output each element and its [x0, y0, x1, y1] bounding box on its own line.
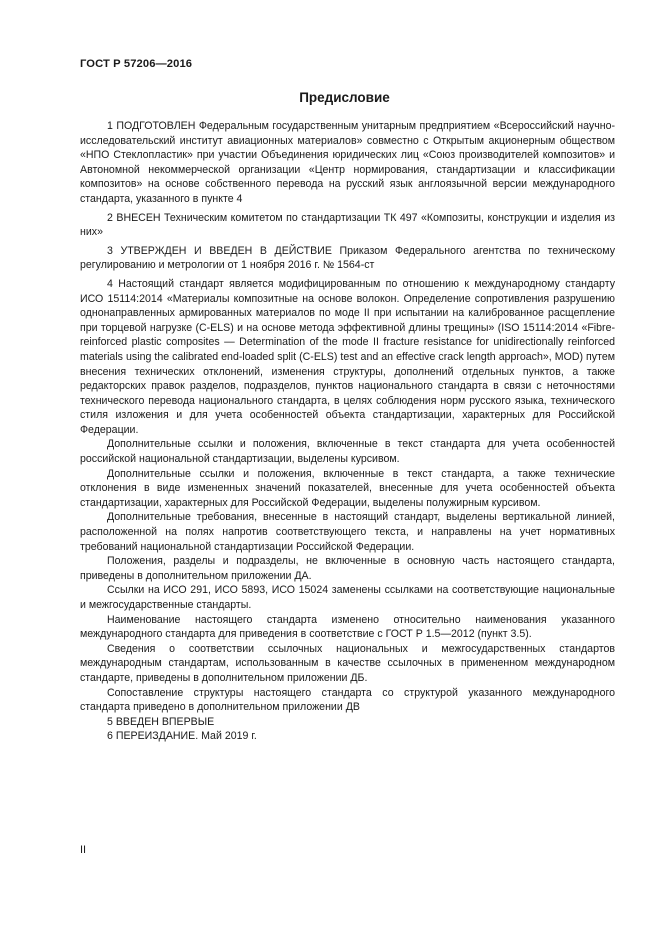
preface-paragraph: Сведения о соответствии ссылочных национальных и межгосударственных стандартов международным стандартам, использованным в качестве ссылочных в примененном международном стандарте, приведены в дополнительном приложении ДБ. — [80, 642, 615, 684]
page-title — [0, 90, 661, 105]
preface-paragraph: Дополнительные требования, внесенные в настоящий стандарт, выделены вертикальной линией, расположенной на полях напротив соответствующего текста, и направлены на учет нормативных требований национальной стандартизации Российской Федерации. — [80, 511, 615, 553]
preface-item-5: 5 ВВЕДЕН ВПЕРВЫЕ — [107, 715, 215, 728]
preface-paragraph: Положения, разделы и подразделы, не включенные в основную часть настоящего стандарта, приведены в дополнительном приложении ДА. — [80, 555, 615, 582]
preface-paragraph: Дополнительные ссылки и положения, включенные в текст стандарта, а также технические отклонения в виде измененных значений показателей, внесенные для учета особенностей объекта стандартизации, характерных для Российской Федерации, выделены полужирным курсивом. — [80, 467, 615, 509]
preface-item-4: 4 Настоящий стандарт является модифицированным по отношению к международному стандарту ИСО 15114:2014 «Материалы композитные на основе волокон. Определение сопротивления разрушению однонаправленных армированных материалов по моде II при испытании на калиброванное расщепление при торцевой нагрузке (C-ELS) и на основе метода эффективной длины трещины» (ISO 15114:2014 «Fibre-reinforced plastic composites — Determination of the mode II fracture resistance for unidirectionally reinforced materials using the calibrated end-loaded split (C-ELS) test and an effective crack length approach», MOD) путем внесения технических отклонений, изменения структуры, дополнений отдельных пунктов, а также редакторских правок разделов, подразделов, пунктов национального стандарта в связи с неточностями технического перевода национального стандарта, в целях соблюдения норм русского языка, технического стиля изложения и для учета особенностей объекта стандартизации, характерных для Российской Федерации. — [80, 277, 615, 436]
preface-item-1: 1 ПОДГОТОВЛЕН Федеральным государственным унитарным предприятием «Всероссийский научно-исследовательский институт авиационных материалов» совместно с Открытым акционерным обществом «НПО Стеклопластик» при участии Объединения юридических лиц «Союз производителей композитов» и Автономной некоммерческой организации «Центр нормирования, стандартизации и классификации композитов» на основе собственного перевода на русский язык англоязычной версии международного стандарта, указанного в пункте 4 — [80, 120, 615, 205]
page-number: II — [80, 844, 87, 856]
page-title-text: Предисловие — [299, 90, 390, 105]
preface-paragraph: Ссылки на ИСО 291, ИСО 5893, ИСО 15024 заменены ссылками на соответствующие национальные и межгосударственные стандарты. — [80, 584, 615, 611]
preface-item-2: 2 ВНЕСЕН Техническим комитетом по стандартизации ТК 497 «Композиты, конструкции и изделия из них» — [80, 211, 615, 239]
preface-body — [80, 119, 615, 744]
preface-paragraph: Дополнительные ссылки и положения, включенные в текст стандарта для учета особенностей российской национальной стандартизации, выделены курсивом. — [80, 438, 615, 466]
document-header: ГОСТ Р 57206—2016 — [80, 58, 193, 70]
preface-item-3: 3 УТВЕРЖДЕН И ВВЕДЕН В ДЕЙСТВИЕ Приказом Федерального агентства по техническому регулированию и метрологии от 1 ноября 2016 г. № 1564-ст — [80, 244, 615, 272]
preface-paragraph: Наименование настоящего стандарта изменено относительно наименования указанного международного стандарта для приведения в соответствие с ГОСТ Р 1.5—2012 (пункт 3.5). — [80, 613, 615, 641]
preface-item-6: 6 ПЕРЕИЗДАНИЕ. Май 2019 г. — [107, 730, 257, 743]
preface-paragraph: Сопоставление структуры настоящего стандарта со структурой указанного международного стандарта приведено в дополнительном приложении ДВ — [80, 686, 615, 714]
